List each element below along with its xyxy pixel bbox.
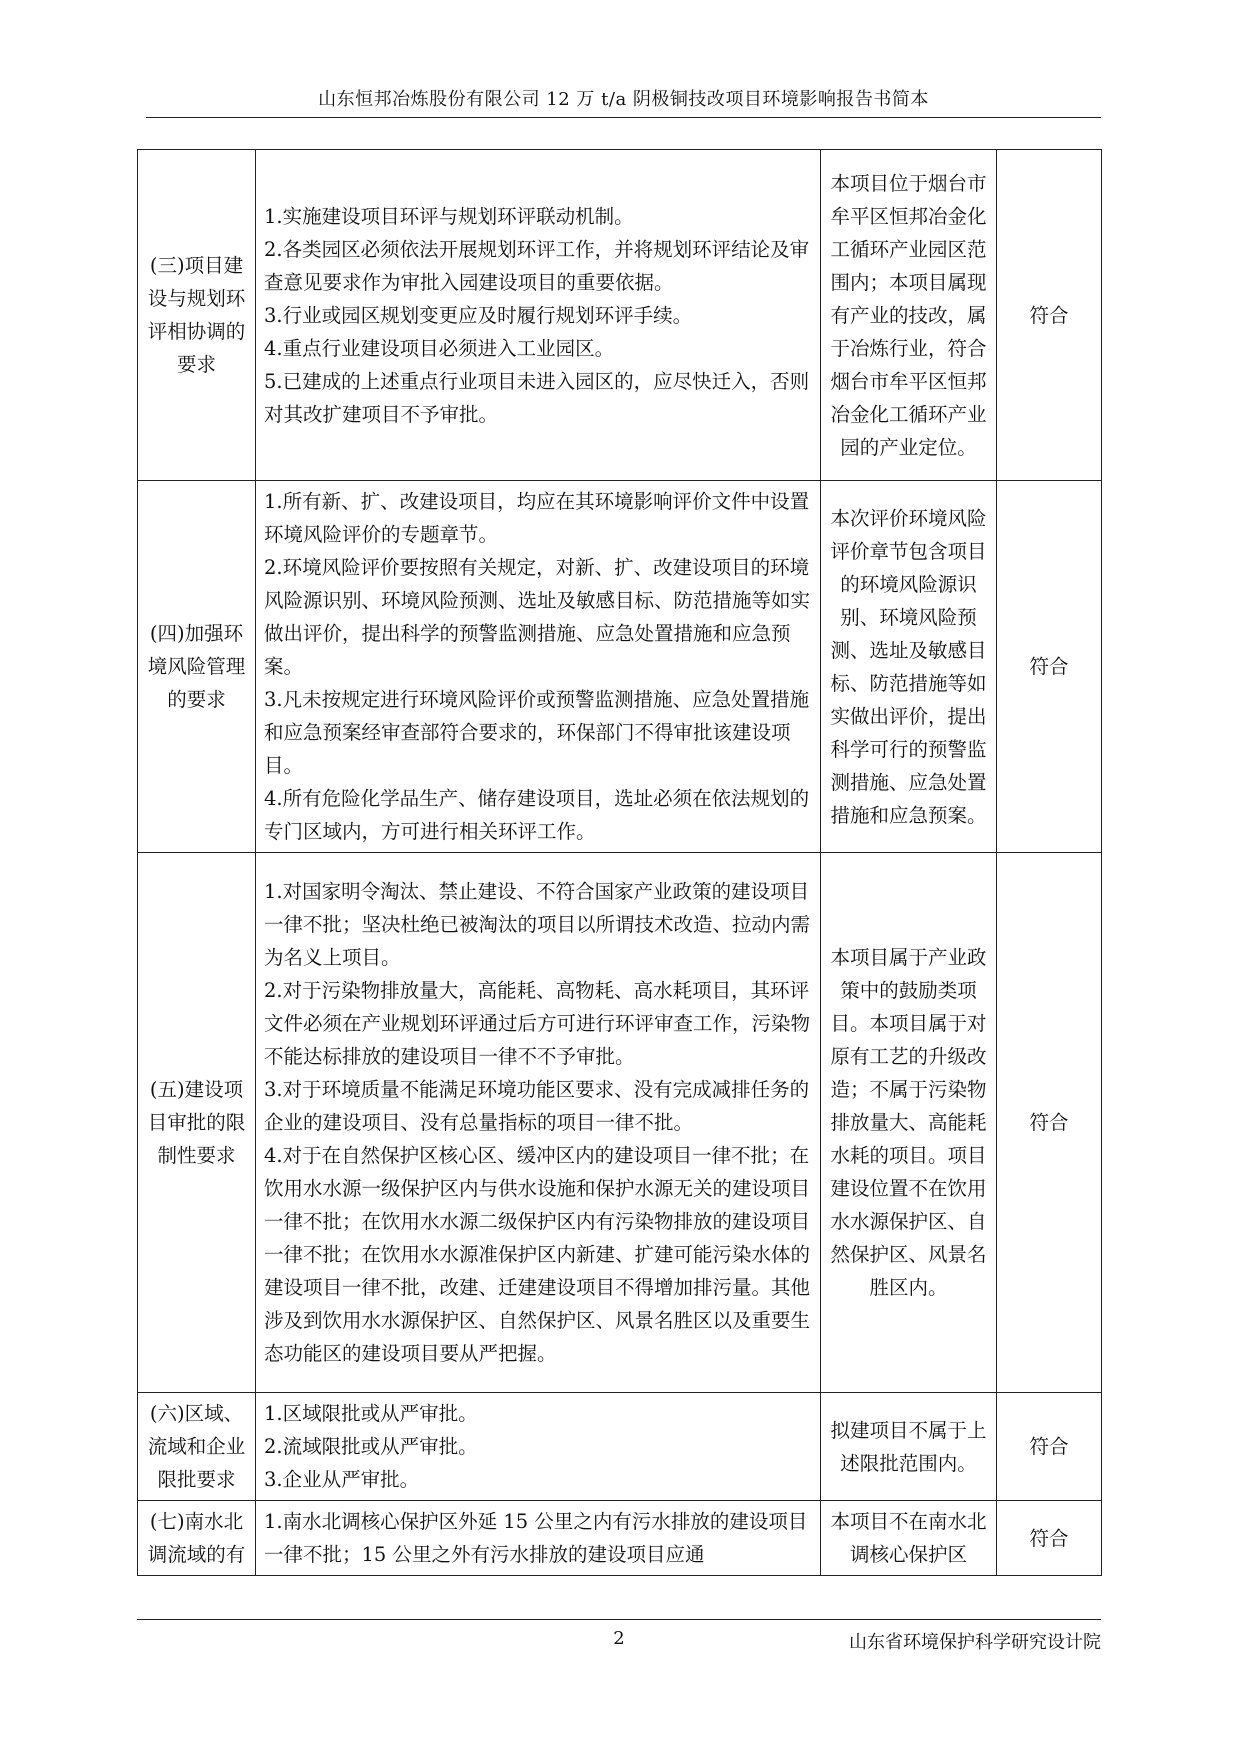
category-cell: (五)建设项目审批的限制性要求 <box>138 853 256 1393</box>
requirements-cell <box>256 1393 821 1501</box>
requirement-item: 4.对于在自然保护区核心区、缓冲区内的建设项目一律不批；在饮用水水源一级保护区内与供水设施和保护水源无关的建设项目一律不批；在饮用水水源二级保护区内有污染物排放的建设项目一律不批；在饮用水水源准保护区内新建、扩建可能污染水体的建设项目一律不批，改建、迁建建设项目不得增加排污量。其他涉及到饮用水水源保护区、自然保护区、风景名胜区以及重要生态功能区的建设项目要从严把握。 <box>264 1144 811 1365</box>
category-cell: (七)南水北调流域的有 <box>138 1501 256 1576</box>
requirement-item: 1.对国家明令淘汰、禁止建设、不符合国家产业政策的建设项目一律不批；坚决杜绝已被淘汰的项目以所谓技术改造、拉动内需为名义上项目。 <box>264 880 811 969</box>
situation-cell: 本次评价环境风险评价章节包含项目的环境风险源识别、环境风险预测、选址及敏感目标、防范措施等如实做出评价，提出科学可行的预警监测措施、应急处置措施和应急预案。 <box>821 481 997 853</box>
table-row <box>138 1393 1102 1501</box>
table-row <box>138 150 1102 481</box>
situation-cell: 本项目不在南水北调核心保护区 <box>821 1501 997 1576</box>
requirement-item: 5.已建成的上述重点行业项目未进入园区的，应尽快迁入，否则对其改扩建项目不予审批。 <box>264 369 810 426</box>
situation-cell: 拟建项目不属于上述限批范围内。 <box>821 1393 997 1501</box>
requirement-item: 3.企业从严审批。 <box>264 1468 420 1491</box>
situation-cell: 本项目位于烟台市牟平区恒邦冶金化工循环产业园区范围内；本项目属现有产业的技改，属于冶炼行业，符合烟台市牟平区恒邦冶金化工循环产业园的产业定位。 <box>821 150 997 481</box>
requirement-item: 1.南水北调核心保护区外延 15 公里之内有污水排放的建设项目一律不批；15 公里之外有污水排放的建设项目应通 <box>264 1510 808 1566</box>
category-cell: (三)项目建设与规划环评相协调的要求 <box>138 150 256 481</box>
table-row <box>138 853 1102 1393</box>
requirement-item: 1.所有新、扩、改建设项目，均应在其环境影响评价文件中设置环境风险评价的专题章节。 <box>264 490 810 546</box>
requirement-item: 1.实施建设项目环评与规划环评联动机制。 <box>264 204 634 228</box>
result-cell: 符合 <box>997 1393 1102 1501</box>
requirement-item: 3.行业或园区规划变更应及时履行规划环评手续。 <box>264 303 693 327</box>
compliance-table <box>137 149 1102 1576</box>
footer-organization: 山东省环境保护科学研究设计院 <box>849 1632 1101 1653</box>
result-cell: 符合 <box>997 1501 1102 1576</box>
table-row <box>138 481 1102 853</box>
result-cell: 符合 <box>997 853 1102 1393</box>
requirements-cell <box>256 853 821 1393</box>
requirement-item: 2.环境风险评价要按照有关规定，对新、扩、改建设项目的环境风险源识别、环境风险预测、选址及敏感目标、防范措施等如实做出评价，提出科学的预警监测措施、应急处置措施和应急预案。 <box>264 556 811 678</box>
document-footer <box>137 1619 1101 1654</box>
document-header <box>146 85 1101 118</box>
requirement-item: 2.各类园区必须依法开展规划环评工作，并将规划环评结论及审查意见要求作为审批入园建设项目的重要依据。 <box>264 237 810 294</box>
result-cell: 符合 <box>997 481 1102 853</box>
requirements-cell <box>256 481 821 853</box>
requirement-item: 4.所有危险化学品生产、储存建设项目，选址必须在依法规划的专门区域内，方可进行相关环评工作。 <box>264 787 810 843</box>
requirement-item: 4.重点行业建设项目必须进入工业园区。 <box>264 336 615 360</box>
requirements-cell <box>256 1501 821 1576</box>
result-cell: 符合 <box>997 150 1102 481</box>
requirements-cell <box>256 150 821 481</box>
requirement-item: 3.对于环境质量不能满足环境功能区要求、没有完成减排任务的企业的建设项目、没有总量指标的项目一律不批。 <box>264 1078 810 1134</box>
requirement-item: 3.凡未按规定进行环境风险评价或预警监测措施、应急处置措施和应急预案经审查部符合要求的，环保部门不得审批该建设项目。 <box>264 688 810 777</box>
requirement-item: 2.流域限批或从严审批。 <box>264 1435 478 1458</box>
requirement-item: 1.区域限批或从严审批。 <box>264 1402 478 1425</box>
page-number: 2 <box>613 1628 625 1649</box>
requirement-item: 2.对于污染物排放量大，高能耗、高物耗、高水耗项目，其环评文件必须在产业规划环评通过后方可进行环评审查工作，污染物不能达标排放的建设项目一律不不予审批。 <box>264 979 811 1068</box>
category-cell: (六)区域、流域和企业限批要求 <box>138 1393 256 1501</box>
category-cell: (四)加强环境风险管理的要求 <box>138 481 256 853</box>
header-title: 山东恒邦冶炼股份有限公司 12 万 t/a 阴极铜技改项目环境影响报告书简本 <box>318 89 929 110</box>
situation-cell: 本项目属于产业政策中的鼓励类项目。本项目属于对原有工艺的升级改造；不属于污染物排放量大、高能耗水耗的项目。项目建设位置不在饮用水水源保护区、自然保护区、风景名胜区内。 <box>821 853 997 1393</box>
table-row <box>138 1501 1102 1576</box>
